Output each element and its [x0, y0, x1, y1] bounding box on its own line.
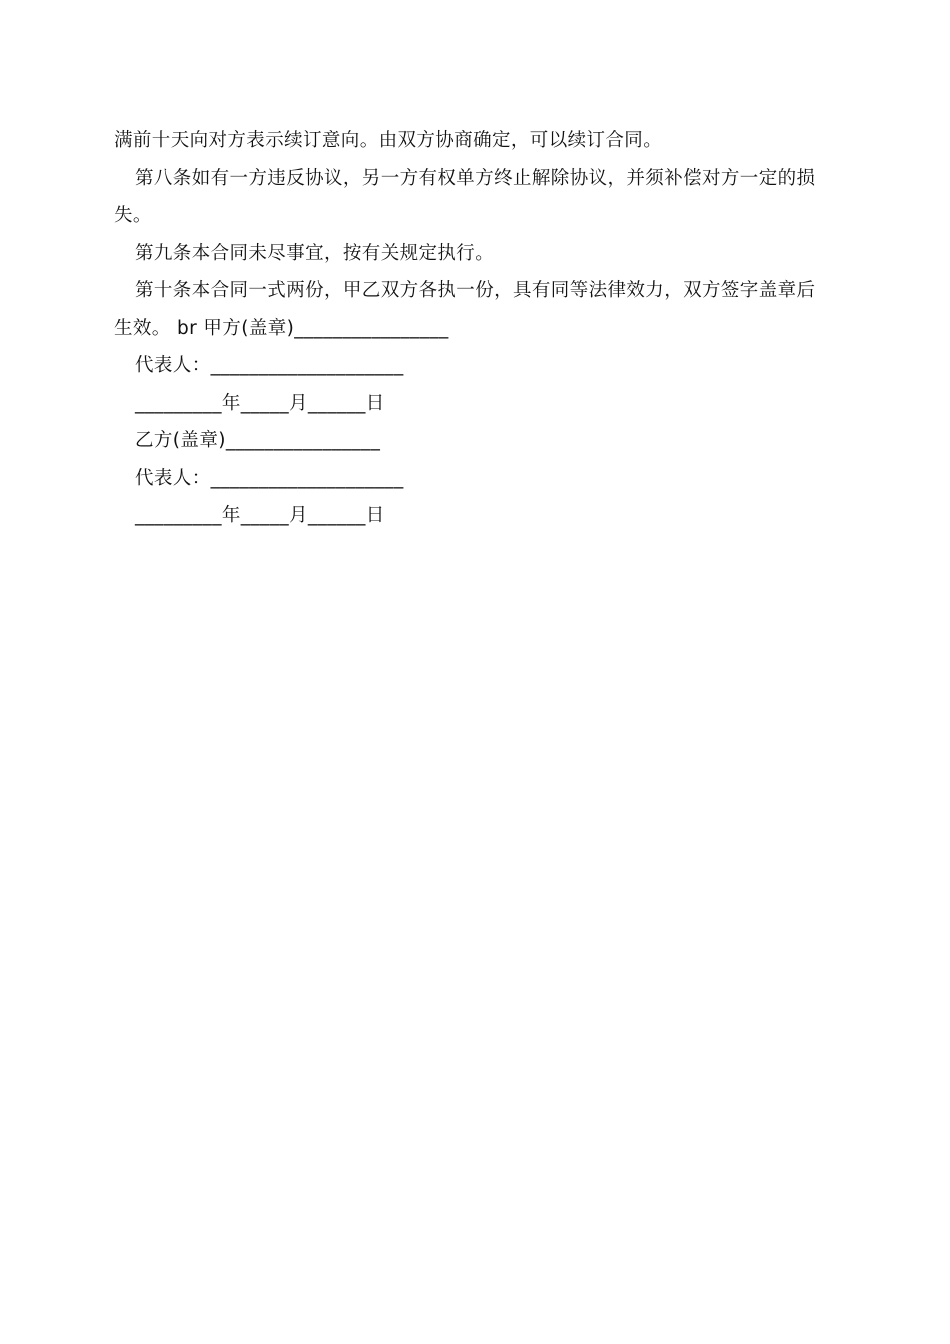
party-a-representative-line: 代表人：____________________	[135, 355, 404, 376]
party-a-date-line: _________年_____月______日	[135, 392, 385, 414]
party-b-representative-line: 代表人：____________________	[135, 467, 404, 489]
party-b-date-line: _________年_____月______日	[135, 505, 385, 526]
document-body	[114, 122, 834, 535]
paragraph-article-8: 第八条如有一方违反协议，另一方有权单方终止解除协议，并须补偿对方一定的损	[135, 167, 816, 189]
paragraph-renewal-continued: 满前十天向对方表示续订意向。由双方协商确定，可以续订合同。	[114, 130, 663, 151]
party-b-seal-line: 乙方(盖章)________________	[135, 430, 381, 451]
paragraph-article-8-continued: 失。	[114, 205, 152, 226]
paragraph-article-10-continued: 生效。 br 甲方(盖章)________________	[114, 317, 449, 339]
paragraph-article-9: 第九条本合同未尽事宜，按有关规定执行。	[135, 242, 495, 264]
paragraph-article-10: 第十条本合同一式两份，甲乙双方各执一份，具有同等法律效力，双方签字盖章后	[135, 280, 816, 301]
